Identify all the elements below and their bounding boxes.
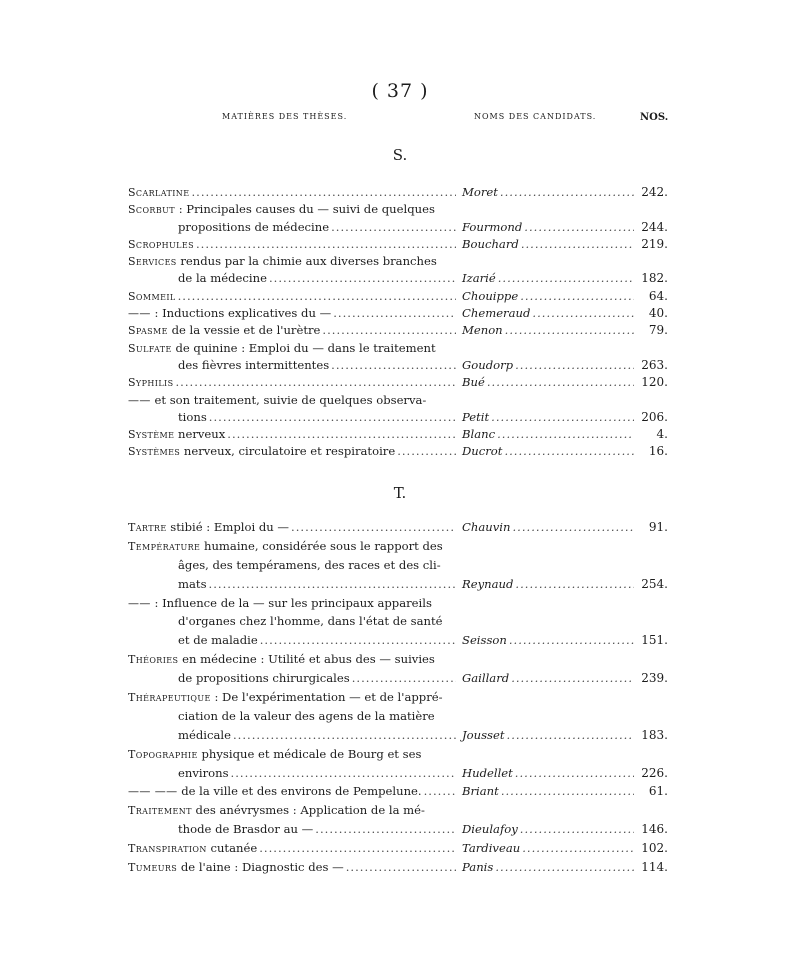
- thesis-number: 151.: [641, 633, 668, 648]
- dot-leader: [178, 288, 456, 305]
- thesis-number: 61.: [648, 784, 668, 799]
- dot-leader: [501, 782, 634, 801]
- candidate-name: [456, 305, 634, 322]
- thesis-number: 206.: [641, 409, 668, 424]
- index-entry-row: [128, 858, 668, 877]
- index-entry-row: [128, 820, 668, 839]
- index-entry-row: [128, 392, 668, 409]
- entry-headword: —— ——: [128, 785, 178, 799]
- candidate-name-text: Dieulafoy: [462, 822, 518, 837]
- dot-leader: [497, 426, 634, 443]
- index-entry-row: [128, 745, 668, 764]
- entry-subtitle: stibié : Emploi du —: [170, 520, 290, 534]
- entry-text: [128, 305, 456, 322]
- index-entry-row: [128, 764, 668, 783]
- entry-text: [128, 858, 456, 878]
- dot-leader: [209, 409, 456, 426]
- dot-leader: [495, 858, 634, 877]
- index-entry-row: [128, 839, 668, 858]
- dot-leader: [515, 575, 634, 594]
- dot-leader: [487, 374, 634, 391]
- dot-leader: [505, 322, 634, 339]
- entry-headword: ——: [128, 393, 151, 407]
- index-entry-row: [128, 782, 668, 801]
- index-entry-row: [128, 537, 668, 556]
- thesis-number: 263.: [641, 357, 668, 372]
- entry-continuation: d'organes chez l'homme, dans l'état de santé: [178, 614, 443, 629]
- thesis-number: 102.: [641, 841, 668, 856]
- candidate-name-text: Goudorp: [462, 357, 514, 372]
- candidate-name-text: Briant: [462, 784, 499, 799]
- candidate-name: [456, 219, 634, 236]
- dot-leader: [515, 764, 634, 783]
- candidate-name: [456, 409, 634, 426]
- entry-text: [128, 820, 456, 839]
- candidate-name: [456, 764, 634, 783]
- section-letter-t: T.: [393, 484, 407, 502]
- dot-leader: [509, 631, 634, 650]
- index-entry-row: [128, 201, 668, 218]
- entry-headword: Topographie: [128, 747, 198, 761]
- candidate-name: [456, 288, 634, 305]
- dot-leader: [231, 764, 456, 783]
- dot-leader: [520, 820, 634, 839]
- entry-subtitle: et son traitement, suivie de quelques observa-: [154, 392, 427, 407]
- column-header-numbers: NOS.: [640, 112, 669, 123]
- entry-text: [128, 726, 456, 745]
- dot-leader: [196, 236, 456, 253]
- candidate-name: [456, 726, 634, 745]
- entry-text: [128, 631, 456, 650]
- entry-subtitle: nerveux: [178, 427, 226, 442]
- dot-leader: [260, 631, 456, 650]
- entry-continuation: médicale: [178, 727, 231, 742]
- dot-leader: [191, 184, 456, 201]
- entry-continuation: ciation de la valeur des agens de la matière: [178, 708, 435, 723]
- entry-text: [128, 270, 456, 287]
- candidate-name: [456, 443, 634, 460]
- dot-leader: [209, 575, 456, 594]
- entry-text: [128, 253, 456, 270]
- entry-headword: Syphilis: [128, 376, 174, 390]
- candidate-name-text: Jousset: [462, 727, 505, 742]
- entry-subtitle: : Principales causes du — suivi de quelques: [178, 202, 435, 217]
- thesis-number: 254.: [641, 576, 668, 591]
- entry-text: [128, 357, 456, 374]
- column-header-candidates: NOMS DES CANDIDATS.: [474, 112, 597, 121]
- entry-headword: ——: [128, 596, 151, 610]
- entry-text: [128, 426, 456, 443]
- entry-text: [128, 650, 456, 670]
- candidate-name: [456, 270, 634, 287]
- candidate-name-text: Bouchard: [462, 236, 519, 251]
- entry-text: [128, 392, 456, 409]
- entry-subtitle: physique et médicale de Bourg et ses: [201, 746, 422, 761]
- index-section-s: [128, 184, 668, 461]
- entry-headword: Température: [128, 539, 201, 553]
- entry-headword: Traitement: [128, 804, 192, 818]
- entry-subtitle: des anévrysmes : Application de la mé-: [195, 803, 425, 818]
- entry-text: [128, 340, 456, 357]
- entry-headword: Tartre: [128, 521, 167, 534]
- entry-text: [128, 518, 456, 538]
- thesis-number: 114.: [641, 860, 668, 875]
- entry-headword: Scrophules: [128, 237, 194, 251]
- entry-subtitle: rendus par la chimie aux diverses branches: [180, 254, 437, 269]
- entry-subtitle: en médecine : Utilité et abus des — suivies: [182, 652, 435, 667]
- index-entry-row: [128, 594, 668, 613]
- candidate-name-text: Chouippe: [462, 288, 519, 303]
- entry-headword: Sommeil: [128, 289, 176, 303]
- candidate-name: [456, 236, 634, 253]
- entry-subtitle: de la vessie et de l'urètre: [171, 323, 321, 338]
- entry-text: [128, 409, 456, 426]
- index-entry-row: [128, 443, 668, 460]
- index-entry-row: [128, 575, 668, 594]
- dot-leader: [315, 820, 456, 839]
- page-number: ( 37 ): [371, 80, 429, 102]
- dot-leader: [233, 726, 456, 745]
- thesis-number: 79.: [648, 323, 668, 338]
- thesis-number: 244.: [641, 219, 668, 234]
- dot-leader: [500, 184, 634, 201]
- index-entry-row: [128, 270, 668, 287]
- index-entry-row: [128, 322, 668, 339]
- candidate-name-text: Izarié: [462, 271, 496, 286]
- dot-leader: [333, 305, 456, 322]
- candidate-name-text: Menon: [462, 323, 503, 338]
- candidate-name-text: Gaillard: [462, 671, 510, 686]
- candidate-name: [456, 184, 634, 201]
- dot-leader: [491, 409, 634, 426]
- candidate-name: [456, 357, 634, 374]
- candidate-name-text: Tardiveau: [462, 841, 521, 856]
- entry-text: [128, 764, 456, 783]
- index-section-t: [128, 518, 668, 877]
- entry-subtitle: : Inductions explicatives du —: [154, 306, 332, 321]
- entry-text: [128, 669, 456, 688]
- thesis-number: 120.: [641, 375, 668, 390]
- dot-leader: [424, 782, 456, 801]
- entry-subtitle: : Influence de la — sur les principaux appareils: [154, 595, 432, 610]
- index-entry-row: [128, 688, 668, 707]
- entry-continuation: de la médecine: [178, 271, 267, 286]
- candidate-name-text: Petit: [462, 409, 490, 424]
- dot-leader: [498, 270, 634, 287]
- thesis-number: 146.: [641, 822, 668, 837]
- entry-continuation: des fièvres intermittentes: [178, 357, 330, 372]
- entry-subtitle: nerveux, circulatoire et respiratoire: [183, 444, 396, 459]
- candidate-name-text: Hudellet: [462, 765, 513, 780]
- dot-leader: [227, 426, 456, 443]
- dot-leader: [520, 288, 634, 305]
- section-letter-s: S.: [392, 146, 408, 164]
- thesis-number: 64.: [648, 288, 668, 303]
- dot-leader: [331, 357, 456, 374]
- entry-subtitle: : De l'expérimentation — et de l'appré-: [214, 690, 443, 705]
- thesis-number: 242.: [641, 185, 668, 199]
- column-header-subjects: MATIÈRES DES THÈSES.: [222, 112, 348, 121]
- dot-leader: [269, 270, 456, 287]
- candidate-name-text: Ducrot: [462, 444, 503, 459]
- index-entry-row: [128, 556, 668, 575]
- thesis-number: 16.: [648, 444, 668, 459]
- dot-leader: [346, 858, 456, 877]
- entry-subtitle: de quinine : Emploi du — dans le traitement: [175, 340, 436, 355]
- thesis-number: 239.: [641, 671, 668, 686]
- dot-leader: [291, 518, 456, 537]
- entry-text: [128, 537, 456, 557]
- index-entry-row: [128, 631, 668, 650]
- index-entry-row: [128, 340, 668, 357]
- candidate-name: [456, 426, 634, 443]
- dot-leader: [522, 839, 634, 858]
- candidate-name-text: Moret: [462, 185, 498, 199]
- index-entry-row: [128, 253, 668, 270]
- candidate-name: [456, 374, 634, 391]
- entry-subtitle: de l'aine : Diagnostic des —: [180, 860, 344, 875]
- entry-text: [128, 839, 456, 859]
- index-entry-row: [128, 374, 668, 391]
- entry-text: [128, 594, 456, 614]
- thesis-number: 4.: [656, 427, 668, 442]
- candidate-name-text: Blanc: [462, 427, 496, 442]
- entry-text: [128, 374, 456, 391]
- index-entry-row: [128, 305, 668, 322]
- candidate-name-text: Seisson: [462, 633, 507, 648]
- index-entry-row: [128, 288, 668, 305]
- entry-headword: Systèmes: [128, 445, 181, 459]
- entry-headword: Tumeurs: [128, 861, 178, 875]
- entry-continuation: thode de Brasdor au —: [178, 822, 314, 837]
- index-entry-row: [128, 219, 668, 236]
- index-entry-row: [128, 518, 668, 537]
- candidate-name: [456, 858, 634, 877]
- entry-subtitle: cutanée: [210, 841, 258, 856]
- index-entry-row: [128, 426, 668, 443]
- index-entry-row: [128, 184, 668, 201]
- candidate-name-text: Chauvin: [462, 520, 511, 534]
- candidate-name: [456, 782, 634, 801]
- index-entry-row: [128, 707, 668, 726]
- entry-headword: ——: [128, 307, 151, 321]
- entry-text: [128, 288, 456, 305]
- entry-headword: Spasme: [128, 324, 168, 338]
- index-entry-row: [128, 357, 668, 374]
- entry-text: [128, 201, 456, 218]
- entry-text: [128, 219, 456, 236]
- entry-headword: Thérapeutique: [128, 691, 211, 705]
- dot-leader: [524, 219, 634, 236]
- dot-leader: [521, 236, 634, 253]
- entry-text: [128, 745, 456, 765]
- entry-text: [128, 236, 456, 253]
- dot-leader: [352, 669, 456, 688]
- candidate-name: [456, 669, 634, 688]
- entry-continuation: tions: [178, 409, 207, 424]
- entry-text: [128, 612, 456, 631]
- index-entry-row: [128, 409, 668, 426]
- index-entry-row: [128, 669, 668, 688]
- entry-continuation: et de maladie: [178, 633, 258, 648]
- candidate-name: [456, 631, 634, 650]
- dot-leader: [511, 669, 634, 688]
- entry-text: [128, 782, 456, 802]
- thesis-number: 40.: [648, 306, 668, 321]
- thesis-number: 91.: [648, 520, 668, 534]
- entry-continuation: environs: [178, 765, 229, 780]
- dot-leader: [322, 322, 456, 339]
- dot-leader: [176, 374, 457, 391]
- thesis-number: 183.: [641, 727, 668, 742]
- thesis-number: 226.: [641, 765, 668, 780]
- candidate-name-text: Chemeraud: [462, 306, 531, 321]
- entry-subtitle: humaine, considérée sous le rapport des: [203, 538, 443, 553]
- dot-leader: [259, 839, 456, 858]
- entry-text: [128, 443, 456, 460]
- dot-leader: [504, 443, 634, 460]
- entry-subtitle: de la ville et des environs de Pempelune.: [181, 784, 422, 799]
- entry-text: [128, 322, 456, 339]
- entry-headword: Services: [128, 255, 177, 269]
- entry-text: [128, 707, 456, 726]
- entry-continuation: âges, des tempéramens, des races et des cli-: [178, 557, 441, 572]
- dot-leader: [507, 726, 634, 745]
- entry-headword: Transpiration: [128, 842, 207, 856]
- dot-leader: [512, 518, 634, 537]
- entry-headword: Sulfate: [128, 341, 172, 355]
- index-entry-row: [128, 612, 668, 631]
- candidate-name: [456, 575, 634, 594]
- dot-leader: [515, 357, 634, 374]
- candidate-name-text: Reynaud: [462, 576, 514, 591]
- entry-text: [128, 575, 456, 594]
- entry-headword: Scarlatine: [128, 186, 190, 199]
- entry-text: [128, 801, 456, 821]
- entry-headword: Système: [128, 428, 175, 442]
- entry-continuation: de propositions chirurgicales: [178, 671, 350, 686]
- entry-continuation: mats: [178, 576, 207, 591]
- candidate-name: [456, 518, 634, 537]
- entry-headword: Théories: [128, 653, 179, 667]
- entry-headword: Scorbut: [128, 203, 175, 217]
- candidate-name-text: Fourmond: [462, 219, 523, 234]
- index-entry-row: [128, 801, 668, 820]
- candidate-name-text: Bué: [462, 375, 485, 390]
- entry-continuation: propositions de médecine: [178, 219, 330, 234]
- dot-leader: [397, 443, 456, 460]
- thesis-number: 182.: [641, 271, 668, 286]
- candidate-name-text: Panis: [462, 860, 494, 875]
- dot-leader: [331, 219, 456, 236]
- candidate-name: [456, 839, 634, 858]
- index-entry-row: [128, 726, 668, 745]
- entry-text: [128, 688, 456, 708]
- entry-text: [128, 184, 456, 201]
- thesis-number: 219.: [641, 236, 668, 251]
- index-entry-row: [128, 650, 668, 669]
- candidate-name: [456, 820, 634, 839]
- dot-leader: [532, 305, 634, 322]
- index-entry-row: [128, 236, 668, 253]
- candidate-name: [456, 322, 634, 339]
- entry-text: [128, 556, 456, 575]
